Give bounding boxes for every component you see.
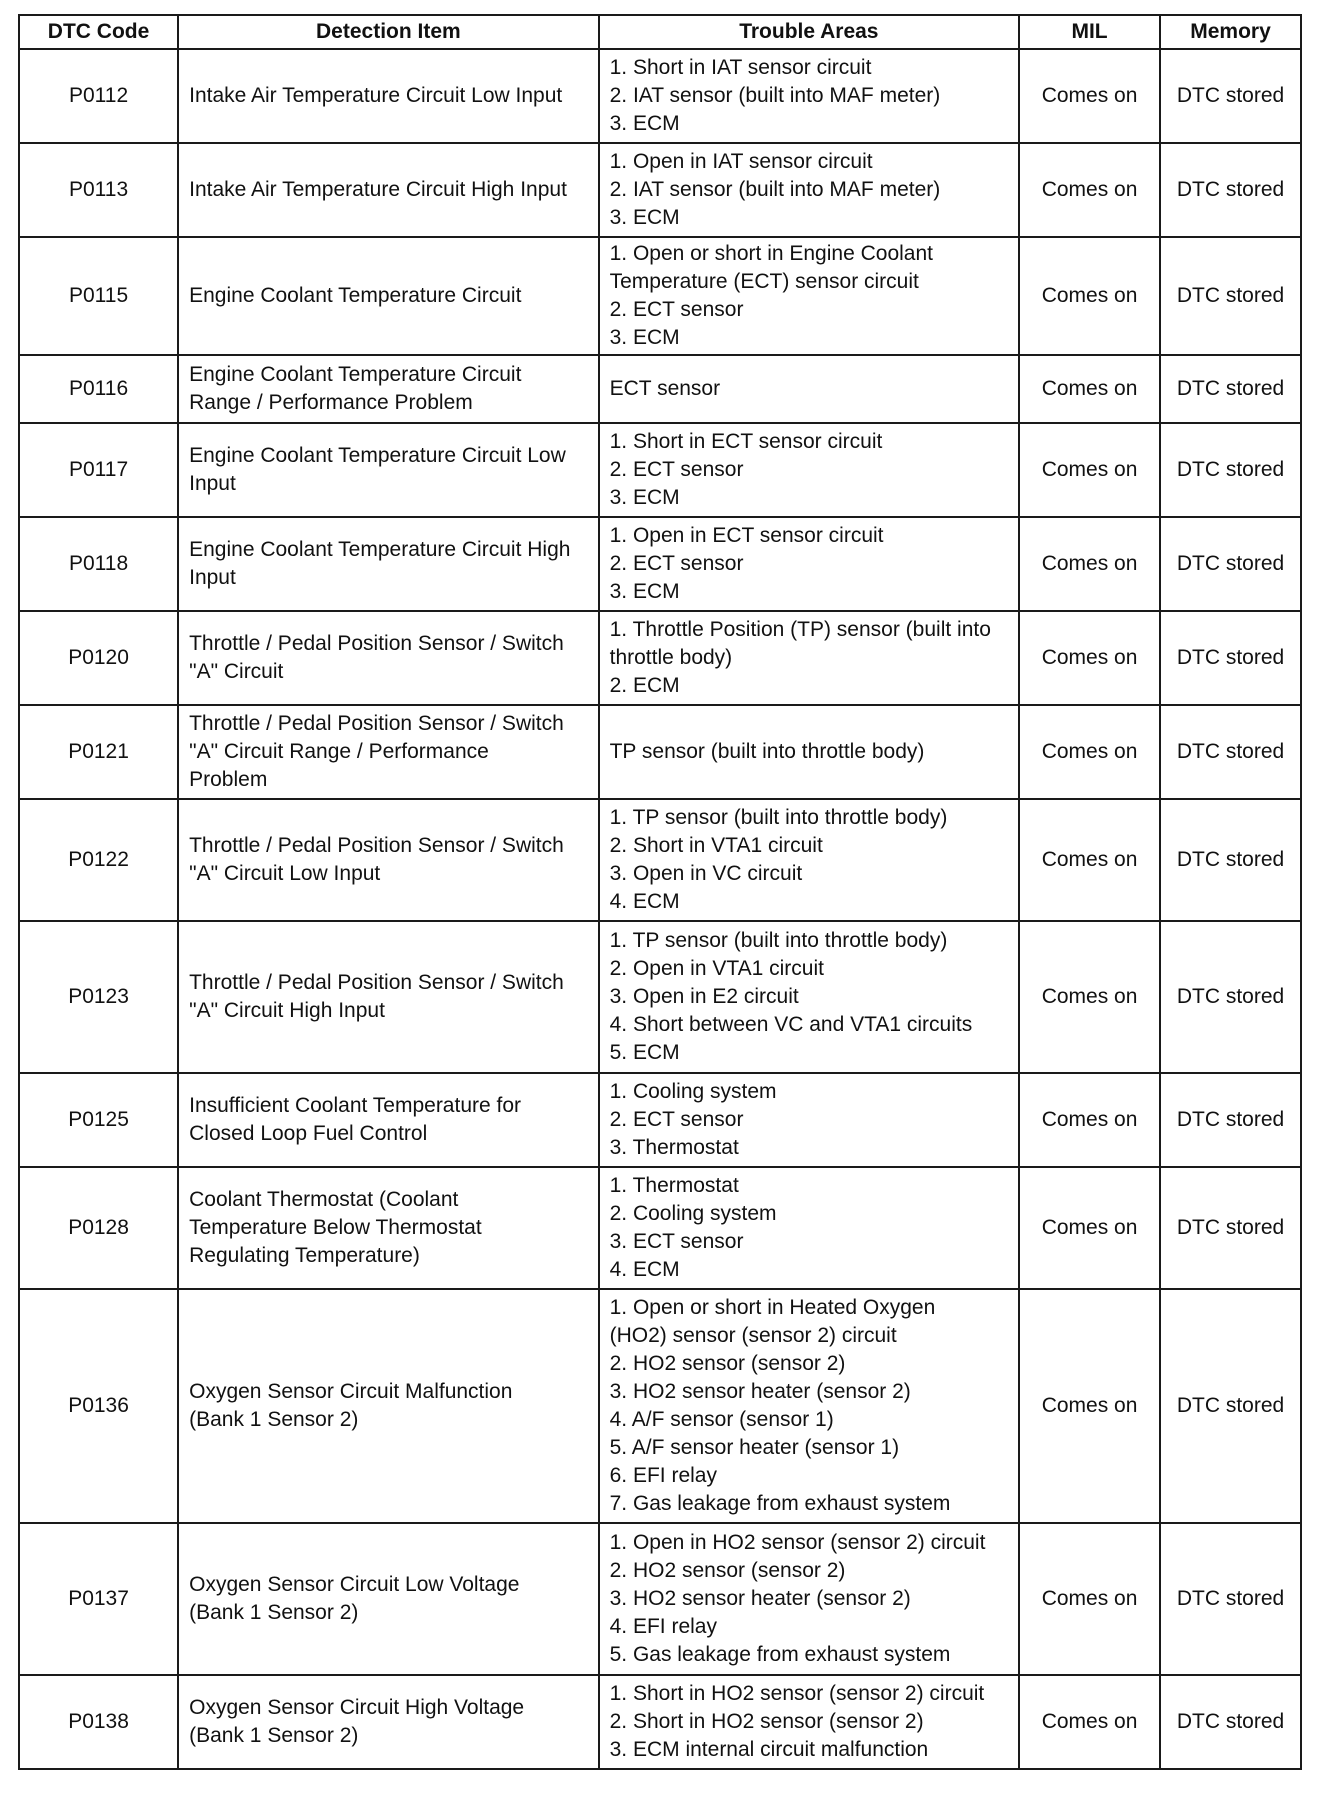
detection-item — [178, 1675, 599, 1769]
header-detection-item: Detection Item — [178, 15, 599, 49]
trouble-areas — [599, 705, 1020, 799]
trouble-area-line: 1. Short in ECT sensor circuit — [609, 430, 883, 453]
detection-item-line: Engine Coolant Temperature Circuit — [189, 363, 522, 386]
header-mil: MIL — [1019, 15, 1160, 49]
detection-item — [178, 355, 599, 423]
dtc-code: P0115 — [19, 237, 178, 355]
dtc-table-page — [18, 14, 1302, 1770]
trouble-area-line: 1. Open in IAT sensor circuit — [609, 150, 873, 173]
dtc-code: P0138 — [19, 1675, 178, 1769]
memory-status: DTC stored — [1160, 1073, 1301, 1167]
detection-item-line: Range / Performance Problem — [189, 391, 473, 414]
dtc-code: P0113 — [19, 143, 178, 237]
memory-status: DTC stored — [1160, 423, 1301, 517]
dtc-code: P0137 — [19, 1523, 178, 1675]
table-row — [19, 1073, 1301, 1167]
detection-item-line: "A" Circuit High Input — [189, 999, 385, 1022]
mil-status: Comes on — [1019, 49, 1160, 143]
mil-status: Comes on — [1019, 1167, 1160, 1289]
mil-status: Comes on — [1019, 1289, 1160, 1523]
detection-item-line: Throttle / Pedal Position Sensor / Switch — [189, 971, 564, 994]
detection-item — [178, 423, 599, 517]
detection-item — [178, 1523, 599, 1675]
trouble-area-line: 3. ECM — [609, 112, 680, 135]
detection-item — [178, 1073, 599, 1167]
table-row — [19, 517, 1301, 611]
trouble-area-line: 1. Cooling system — [609, 1080, 777, 1103]
trouble-areas — [599, 799, 1020, 921]
detection-item-line: Closed Loop Fuel Control — [189, 1122, 428, 1145]
detection-item — [178, 517, 599, 611]
memory-status: DTC stored — [1160, 49, 1301, 143]
dtc-code: P0121 — [19, 705, 178, 799]
trouble-area-line: 3. HO2 sensor heater (sensor 2) — [609, 1380, 911, 1403]
trouble-areas — [599, 921, 1020, 1073]
trouble-area-line: 1. Open or short in Heated Oxygen — [609, 1296, 936, 1319]
dtc-code: P0116 — [19, 355, 178, 423]
dtc-code: P0125 — [19, 1073, 178, 1167]
trouble-area-line: throttle body) — [609, 646, 733, 669]
trouble-area-line: ECT sensor — [609, 377, 721, 400]
detection-item-line: "A" Circuit Low Input — [189, 862, 381, 885]
detection-item — [178, 705, 599, 799]
trouble-area-line: 1. TP sensor (built into throttle body) — [609, 929, 948, 952]
detection-item — [178, 237, 599, 355]
table-row — [19, 237, 1301, 355]
trouble-areas — [599, 143, 1020, 237]
table-row — [19, 1523, 1301, 1675]
detection-item-line: Intake Air Temperature Circuit Low Input — [189, 84, 563, 107]
mil-status: Comes on — [1019, 1523, 1160, 1675]
trouble-area-line: 3. ECM — [609, 580, 680, 603]
trouble-area-line: TP sensor (built into throttle body) — [609, 740, 925, 763]
table-row — [19, 705, 1301, 799]
detection-item-line: Insufficient Coolant Temperature for — [189, 1094, 522, 1117]
detection-item-line: Problem — [189, 768, 268, 791]
trouble-area-line: 3. ECM internal circuit malfunction — [609, 1738, 929, 1761]
mil-status: Comes on — [1019, 423, 1160, 517]
detection-item — [178, 49, 599, 143]
trouble-area-line: 7. Gas leakage from exhaust system — [609, 1492, 951, 1515]
trouble-area-line: 1. TP sensor (built into throttle body) — [609, 806, 948, 829]
trouble-areas — [599, 423, 1020, 517]
detection-item-line: (Bank 1 Sensor 2) — [189, 1601, 359, 1624]
detection-item-line: "A" Circuit — [189, 660, 284, 683]
detection-item-line: (Bank 1 Sensor 2) — [189, 1724, 359, 1747]
trouble-area-line: 1. Thermostat — [609, 1174, 739, 1197]
header-dtc-code: DTC Code — [19, 15, 178, 49]
trouble-area-line: 2. ECT sensor — [609, 1108, 744, 1131]
trouble-area-line: 1. Short in HO2 sensor (sensor 2) circuit — [609, 1682, 985, 1705]
table-row — [19, 799, 1301, 921]
trouble-area-line: (HO2) sensor (sensor 2) circuit — [609, 1324, 897, 1347]
detection-item-line: "A" Circuit Range / Performance — [189, 740, 489, 763]
header-memory: Memory — [1160, 15, 1301, 49]
detection-item-line: Throttle / Pedal Position Sensor / Switch — [189, 632, 564, 655]
trouble-area-line: 2. IAT sensor (built into MAF meter) — [609, 84, 941, 107]
trouble-area-line: 2. Short in HO2 sensor (sensor 2) — [609, 1710, 924, 1733]
table-row — [19, 921, 1301, 1073]
trouble-area-line: 2. Open in VTA1 circuit — [609, 957, 824, 980]
memory-status: DTC stored — [1160, 1167, 1301, 1289]
dtc-code: P0122 — [19, 799, 178, 921]
trouble-areas — [599, 237, 1020, 355]
memory-status: DTC stored — [1160, 705, 1301, 799]
mil-status: Comes on — [1019, 1073, 1160, 1167]
mil-status: Comes on — [1019, 611, 1160, 705]
dtc-code: P0117 — [19, 423, 178, 517]
memory-status: DTC stored — [1160, 1523, 1301, 1675]
detection-item — [178, 1167, 599, 1289]
detection-item-line: Throttle / Pedal Position Sensor / Switch — [189, 834, 564, 857]
memory-status: DTC stored — [1160, 611, 1301, 705]
trouble-areas — [599, 611, 1020, 705]
trouble-area-line: 3. Open in VC circuit — [609, 862, 803, 885]
trouble-area-line: 2. ECT sensor — [609, 298, 744, 321]
detection-item-line: Input — [189, 566, 236, 589]
trouble-area-line: 3. HO2 sensor heater (sensor 2) — [609, 1587, 911, 1610]
trouble-area-line: 1. Throttle Position (TP) sensor (built into — [609, 618, 991, 641]
trouble-area-line: 3. Open in E2 circuit — [609, 985, 799, 1008]
table-row — [19, 49, 1301, 143]
detection-item-line: Temperature Below Thermostat — [189, 1216, 482, 1239]
trouble-areas — [599, 1167, 1020, 1289]
trouble-area-line: 3. ECM — [609, 486, 680, 509]
trouble-area-line: Temperature (ECT) sensor circuit — [609, 270, 919, 293]
trouble-area-line: 2. ECM — [609, 674, 680, 697]
memory-status: DTC stored — [1160, 355, 1301, 423]
trouble-area-line: 2. HO2 sensor (sensor 2) — [609, 1559, 846, 1582]
memory-status: DTC stored — [1160, 921, 1301, 1073]
trouble-area-line: 5. A/F sensor heater (sensor 1) — [609, 1436, 900, 1459]
trouble-area-line: 2. ECT sensor — [609, 458, 744, 481]
memory-status: DTC stored — [1160, 1675, 1301, 1769]
dtc-code: P0112 — [19, 49, 178, 143]
dtc-code: P0128 — [19, 1167, 178, 1289]
trouble-area-line: 2. Cooling system — [609, 1202, 777, 1225]
detection-item — [178, 1289, 599, 1523]
trouble-areas — [599, 1073, 1020, 1167]
trouble-area-line: 5. ECM — [609, 1041, 680, 1064]
trouble-area-line: 3. ECM — [609, 206, 680, 229]
trouble-area-line: 4. A/F sensor (sensor 1) — [609, 1408, 834, 1431]
detection-item-line: (Bank 1 Sensor 2) — [189, 1408, 359, 1431]
table-row — [19, 611, 1301, 705]
trouble-area-line: 1. Open in ECT sensor circuit — [609, 524, 884, 547]
memory-status: DTC stored — [1160, 517, 1301, 611]
trouble-area-line: 2. Short in VTA1 circuit — [609, 834, 823, 857]
detection-item-line: Oxygen Sensor Circuit Low Voltage — [189, 1573, 520, 1596]
mil-status: Comes on — [1019, 705, 1160, 799]
trouble-area-line: 1. Open in HO2 sensor (sensor 2) circuit — [609, 1531, 986, 1554]
detection-item-line: Regulating Temperature) — [189, 1244, 420, 1267]
dtc-table — [18, 14, 1302, 1770]
trouble-area-line: 3. ECT sensor — [609, 1230, 744, 1253]
detection-item-line: Throttle / Pedal Position Sensor / Switch — [189, 712, 564, 735]
detection-item — [178, 611, 599, 705]
trouble-area-line: 1. Short in IAT sensor circuit — [609, 56, 872, 79]
detection-item-line: Intake Air Temperature Circuit High Input — [189, 178, 567, 201]
mil-status: Comes on — [1019, 237, 1160, 355]
detection-item-line: Engine Coolant Temperature Circuit High — [189, 538, 571, 561]
mil-status: Comes on — [1019, 921, 1160, 1073]
detection-item-line: Coolant Thermostat (Coolant — [189, 1188, 459, 1211]
table-row — [19, 423, 1301, 517]
dtc-code: P0136 — [19, 1289, 178, 1523]
detection-item-line: Oxygen Sensor Circuit Malfunction — [189, 1380, 513, 1403]
trouble-areas — [599, 1523, 1020, 1675]
trouble-area-line: 2. HO2 sensor (sensor 2) — [609, 1352, 846, 1375]
header-row — [19, 15, 1301, 49]
trouble-area-line: 6. EFI relay — [609, 1464, 717, 1487]
header-trouble-areas: Trouble Areas — [599, 15, 1020, 49]
table-row — [19, 1289, 1301, 1523]
mil-status: Comes on — [1019, 517, 1160, 611]
trouble-area-line: 3. Thermostat — [609, 1136, 739, 1159]
table-row — [19, 1167, 1301, 1289]
trouble-areas — [599, 355, 1020, 423]
memory-status: DTC stored — [1160, 143, 1301, 237]
dtc-code: P0118 — [19, 517, 178, 611]
trouble-area-line: 4. EFI relay — [609, 1615, 717, 1638]
trouble-area-line: 1. Open or short in Engine Coolant — [609, 242, 933, 265]
mil-status: Comes on — [1019, 355, 1160, 423]
mil-status: Comes on — [1019, 1675, 1160, 1769]
detection-item-line: Engine Coolant Temperature Circuit Low — [189, 444, 566, 467]
detection-item — [178, 143, 599, 237]
trouble-area-line: 4. Short between VC and VTA1 circuits — [609, 1013, 973, 1036]
trouble-area-line: 2. IAT sensor (built into MAF meter) — [609, 178, 941, 201]
trouble-area-line: 3. ECM — [609, 326, 680, 349]
trouble-area-line: 4. ECM — [609, 1258, 680, 1281]
trouble-areas — [599, 1675, 1020, 1769]
trouble-areas — [599, 517, 1020, 611]
table-row — [19, 355, 1301, 423]
detection-item-line: Engine Coolant Temperature Circuit — [189, 284, 522, 307]
memory-status: DTC stored — [1160, 1289, 1301, 1523]
trouble-area-line: 4. ECM — [609, 890, 680, 913]
mil-status: Comes on — [1019, 799, 1160, 921]
table-row — [19, 1675, 1301, 1769]
trouble-areas — [599, 1289, 1020, 1523]
detection-item-line: Oxygen Sensor Circuit High Voltage — [189, 1696, 525, 1719]
detection-item — [178, 799, 599, 921]
trouble-area-line: 5. Gas leakage from exhaust system — [609, 1643, 951, 1666]
memory-status: DTC stored — [1160, 799, 1301, 921]
table-row — [19, 143, 1301, 237]
memory-status: DTC stored — [1160, 237, 1301, 355]
mil-status: Comes on — [1019, 143, 1160, 237]
dtc-code: P0120 — [19, 611, 178, 705]
dtc-code: P0123 — [19, 921, 178, 1073]
detection-item-line: Input — [189, 472, 236, 495]
trouble-area-line: 2. ECT sensor — [609, 552, 744, 575]
detection-item — [178, 921, 599, 1073]
trouble-areas — [599, 49, 1020, 143]
